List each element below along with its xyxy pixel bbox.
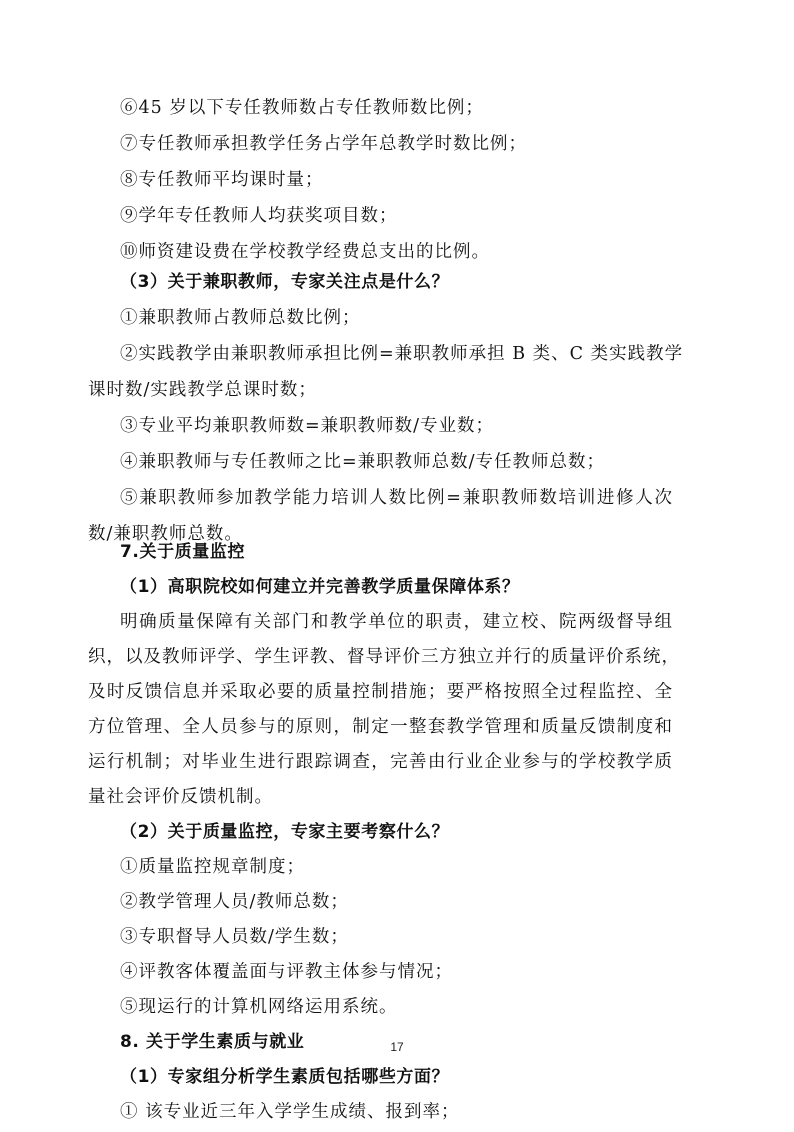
list-item: ②教学管理人员/教师总数；: [120, 892, 349, 912]
list-item: ④兼职教师与专任教师之比=兼职教师总数/专任教师总数；: [120, 452, 606, 472]
list-item: ③专业平均兼职教师数=兼职教师数/专业数；: [120, 416, 495, 436]
section-question-heading: （1）高职院校如何建立并完善教学质量保障体系？: [120, 577, 520, 597]
paragraph-line: 运行机制；对毕业生进行跟踪调查，完善由行业企业参与的学校教学质: [88, 752, 673, 772]
list-item: ⑧专任教师平均课时量；: [120, 170, 324, 190]
list-item: ⑤现运行的计算机网络运用系统。: [120, 997, 398, 1017]
list-item: ④评教客体覆盖面与评教主体参与情况；: [120, 962, 453, 982]
paragraph-line: 课时数/实践教学总课时数；: [88, 380, 317, 400]
paragraph-line: 及时反馈信息并采取必要的质量控制措施；要严格按照全过程监控、全: [88, 682, 673, 702]
list-item: ①质量监控规章制度；: [120, 857, 305, 877]
section-question-heading: （3）关于兼职教师，专家关注点是什么？: [120, 272, 450, 292]
page-number: 17: [390, 1040, 404, 1054]
section-question-heading: （1）专家组分析学生素质包括哪些方面？: [120, 1067, 450, 1087]
paragraph-line: 方位管理、全人员参与的原则，制定一整套教学管理和质量反馈制度和: [88, 717, 673, 737]
section-heading: 7.关于质量监控: [120, 542, 246, 562]
section-question-heading: （2）关于质量监控，专家主要考察什么？: [120, 822, 450, 842]
paragraph-line: 量社会评价反馈机制。: [88, 787, 273, 807]
list-item: ⑥45 岁以下专任教师数占专任教师数比例；: [120, 98, 484, 118]
paragraph-line: 明确质量保障有关部门和教学单位的职责，建立校、院两级督导组: [120, 612, 673, 632]
list-item: ①兼职教师占教师总数比例；: [120, 308, 361, 328]
section-heading: 8. 关于学生素质与就业: [120, 1032, 305, 1052]
list-item: ⑦专任教师承担教学任务占学年总教学时数比例；: [120, 134, 527, 154]
paragraph-line: 数/兼职教师总数。: [88, 524, 243, 544]
list-item: ⑨学年专任教师人均获奖项目数；: [120, 206, 398, 226]
list-item: ① 该专业近三年入学学生成绩、报到率；: [120, 1102, 460, 1122]
paragraph-line: 织，以及教师评学、学生评教、督导评价三方独立并行的质量评价系统，: [88, 647, 680, 667]
list-item: ⑤兼职教师参加教学能力培训人数比例=兼职教师数培训进修人次: [120, 488, 673, 508]
list-item: ③专职督导人员数/学生数；: [120, 927, 349, 947]
list-item: ②实践教学由兼职教师承担比例=兼职教师承担 B 类、C 类实践教学: [120, 344, 684, 364]
list-item: ⑩师资建设费在学校教学经费总支出的比例。: [120, 242, 490, 262]
